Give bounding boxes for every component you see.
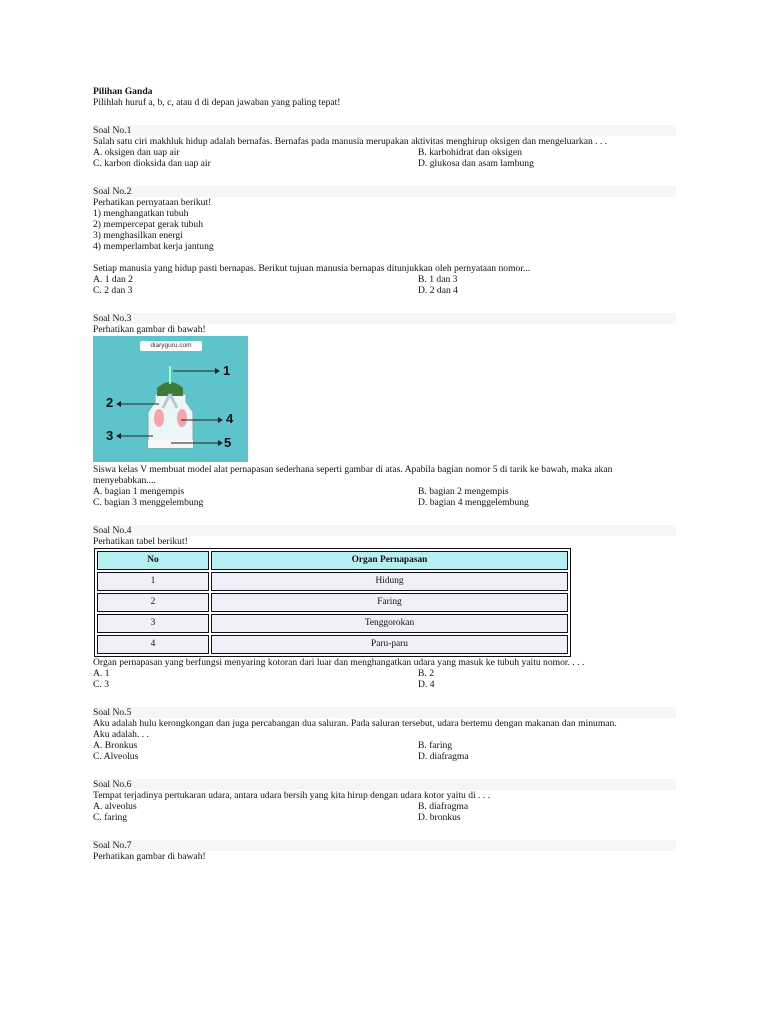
question-6	[93, 779, 676, 823]
option-c[interactable]: C. karbon dioksida dan uap air	[93, 158, 211, 169]
question-text: Tempat terjadinya pertukaran udara, antara udara bersih yang kita hirup dengan udara kotor yaitu di . . .	[93, 790, 491, 801]
table-row	[97, 572, 568, 591]
question-label: Soal No.1	[93, 125, 676, 136]
table-header: Organ Pernapasan	[211, 551, 568, 570]
option-a[interactable]: A. alveolus	[93, 801, 137, 812]
option-c[interactable]: C. 3	[93, 679, 109, 690]
figure-number-5: 5	[224, 435, 232, 450]
table-cell: Hidung	[211, 572, 568, 591]
question-label: Soal No.4	[93, 525, 676, 536]
option-c[interactable]: C. Alveolus	[93, 751, 139, 762]
question-text: Organ pernapasan yang berfungsi menyaring kotoran dari luar dan menghangatkan udara yang masuk ke tubuh yaitu nomor. . . .	[93, 657, 585, 668]
question-label: Soal No.7	[93, 840, 676, 851]
question-4	[93, 525, 676, 690]
option-d[interactable]: D. bagian 4 menggelembung	[418, 497, 529, 508]
table-cell: Tenggorokan	[211, 614, 568, 633]
table-header-row	[97, 551, 568, 570]
option-d[interactable]: D. bronkus	[418, 812, 461, 823]
question-text: Aku adalah hulu kerongkongan dan juga percabangan dua saluran. Pada saluran tersebut, udara bertemu dengan makanan dan minuman.	[93, 718, 617, 729]
figure-number-4: 4	[226, 411, 234, 426]
table-cell: 3	[97, 614, 209, 633]
question-intro: Perhatikan tabel berikut!	[93, 536, 188, 547]
question-intro: Perhatikan gambar di bawah!	[93, 851, 206, 862]
question-text: Salah satu ciri makhluk hidup adalah bernafas. Bernafas pada manusia merupakan aktivitas menghirup oksigen dan mengeluarkan . . .	[93, 136, 608, 147]
option-a[interactable]: A. bagian 1 mengempis	[93, 486, 185, 497]
question-7	[93, 840, 676, 862]
statement: 2) mempercepat gerak tubuh	[93, 219, 204, 230]
question-label: Soal No.5	[93, 707, 676, 718]
question-text-cont: menyebabkan....	[93, 475, 156, 486]
figure-number-3: 3	[106, 428, 114, 443]
option-b[interactable]: B. karbohidrat dan oksigen	[418, 147, 522, 158]
statement: 3) menghasilkan energi	[93, 230, 183, 241]
question-intro: Perhatikan pernyataan berikut!	[93, 197, 212, 208]
question-label: Soal No.3	[93, 313, 676, 324]
figure-number-2: 2	[106, 395, 114, 410]
statement: 4) memperlambat kerja jantung	[93, 241, 214, 252]
question-text-cont: Aku adalah. . .	[93, 729, 149, 740]
option-c[interactable]: C. 2 dan 3	[93, 285, 133, 296]
option-b[interactable]: B. faring	[418, 740, 453, 751]
organ-table	[94, 548, 571, 657]
option-c[interactable]: C. faring	[93, 812, 128, 823]
figure-number-1: 1	[223, 363, 231, 378]
question-label: Soal No.2	[93, 186, 676, 197]
question-text: Setiap manusia yang hidup pasti bernapas. Berikut tujuan manusia bernapas ditunjukkan oleh pernyataan nomor...	[93, 263, 531, 274]
question-5	[93, 707, 676, 762]
option-b[interactable]: B. 1 dan 3	[418, 274, 458, 285]
question-1	[93, 125, 676, 169]
question-label: Soal No.6	[93, 779, 676, 790]
option-d[interactable]: D. 2 dan 4	[418, 285, 458, 296]
option-a[interactable]: A. oksigen dan uap air	[93, 147, 180, 158]
breathing-model-figure	[93, 336, 248, 462]
option-d[interactable]: D. diafragma	[418, 751, 469, 762]
worksheet	[93, 86, 676, 862]
table-cell: Faring	[211, 593, 568, 612]
option-d[interactable]: D. 4	[418, 679, 435, 690]
table-row	[97, 593, 568, 612]
option-b[interactable]: B. diafragma	[418, 801, 469, 812]
question-intro: Perhatikan gambar di bawah!	[93, 324, 206, 335]
statement: 1) menghangatkan tubuh	[93, 208, 189, 219]
option-b[interactable]: B. 2	[418, 668, 434, 679]
option-c[interactable]: C. bagian 3 menggelembung	[93, 497, 204, 508]
table-cell: 1	[97, 572, 209, 591]
option-d[interactable]: D. glukosa dan asam lambung	[418, 158, 534, 169]
question-text: Siswa kelas V membuat model alat pernapasan sederhana seperti gambar di atas. Apabila bagian nomor 5 di tarik ke bawah, maka akan	[93, 464, 613, 475]
table-header: No	[97, 551, 209, 570]
table-cell: 4	[97, 635, 209, 654]
table-cell: Paru-paru	[211, 635, 568, 654]
question-2	[93, 186, 676, 296]
table-row	[97, 635, 568, 654]
instruction: Pilihlah huruf a, b, c, atau d di depan jawaban yang paling tepat!	[93, 97, 341, 108]
option-a[interactable]: A. 1 dan 2	[93, 274, 133, 285]
question-3	[93, 313, 676, 508]
table-cell: 2	[97, 593, 209, 612]
option-b[interactable]: B. bagian 2 mengempis	[418, 486, 509, 497]
option-a[interactable]: A. Bronkus	[93, 740, 138, 751]
table-row	[97, 614, 568, 633]
section-title: Pilihan Ganda	[93, 86, 153, 97]
option-a[interactable]: A. 1	[93, 668, 110, 679]
figure-watermark: diaryguru.com	[140, 341, 202, 351]
